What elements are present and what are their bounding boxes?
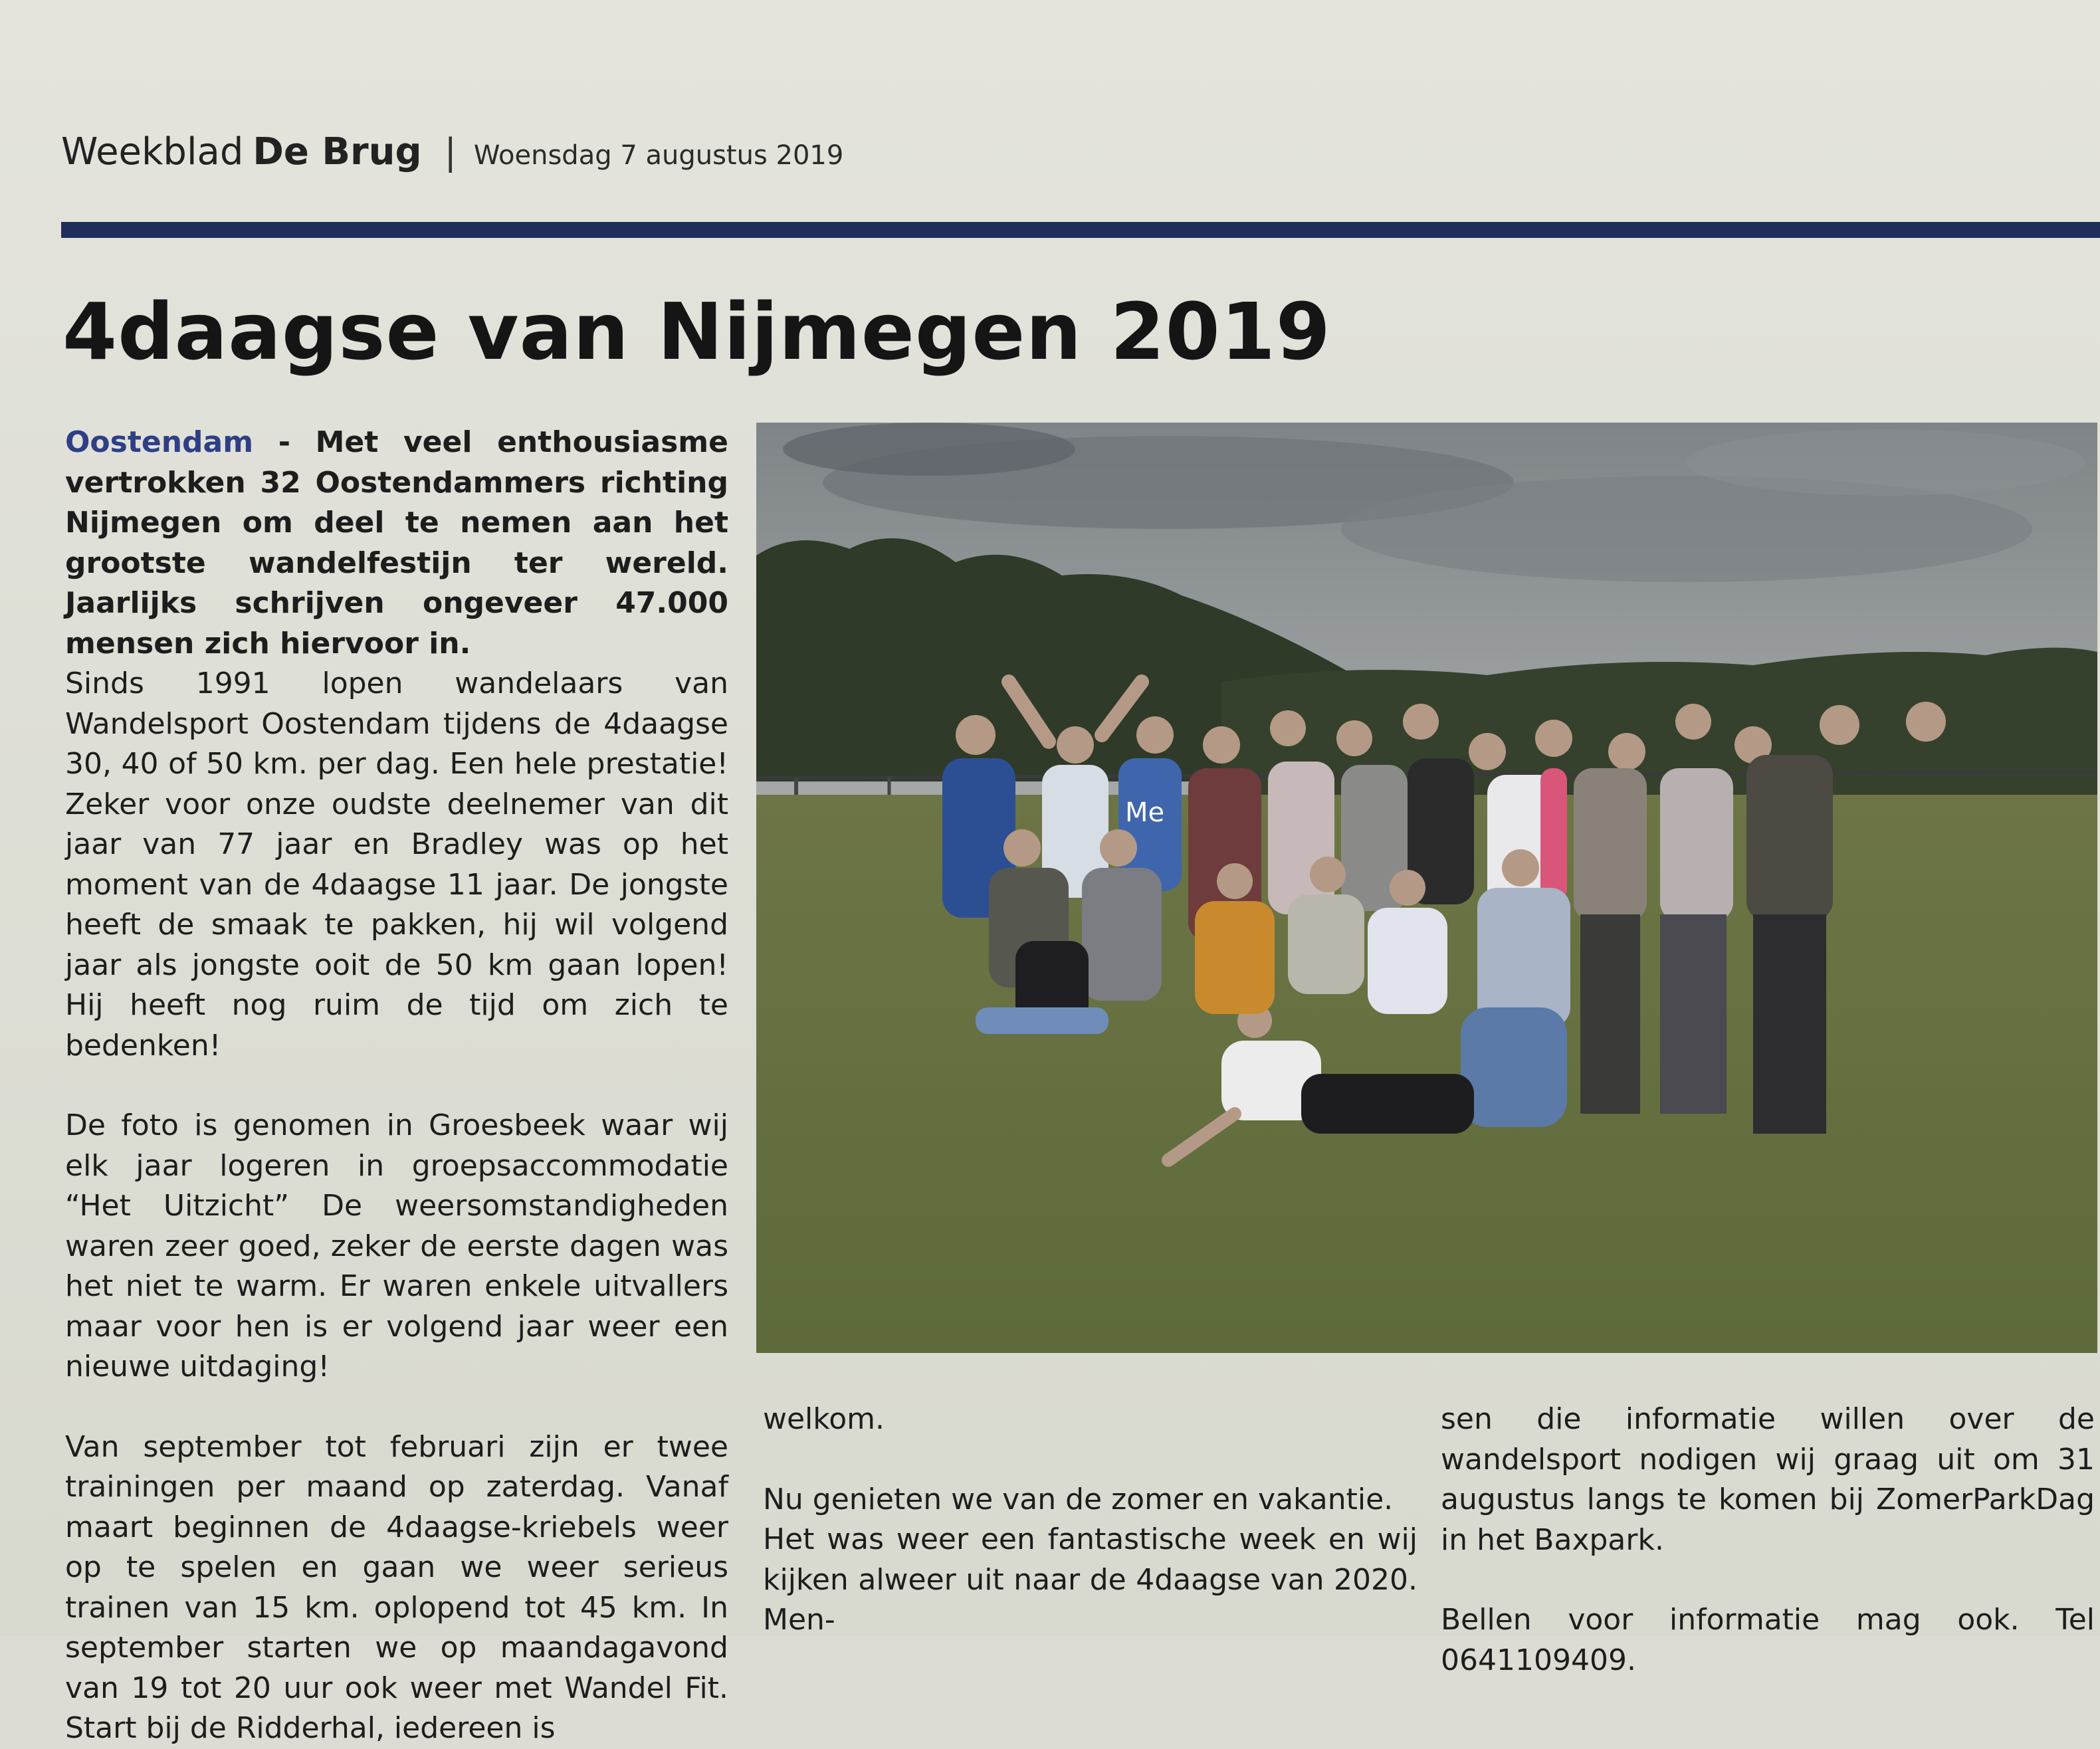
paragraph-2: De foto is genomen in Groesbeek waar wij elk jaar logeren in groepsaccommodatie “Het Uitzicht” De weersomstandigheden waren zeer goed, zeker de eerste dagen was het niet te warm. Er waren enkele uitvallers maar voor hen is er volgend jaar weer een nieuwe uitdaging! (65, 1108, 728, 1384)
paragraph-1: Sinds 1991 lopen wandelaars van Wandelsport Oostendam tijdens de 4daagse 30, 40 of 50 km. per dag. Een hele prestatie! Zeker voor onze oudste deelnemer van dit jaar van 77 jaar en Bradley was op het moment van de 4daagse 11 jaar. De jongste heeft de smaak te pakken, hij wil volgend jaar als jongste ooit de 50 km gaan lopen! Hij heeft nog ruim de tijd om zich te bedenken! (65, 667, 728, 1063)
paragraph-6: Bellen voor informatie mag ook. Tel 0641109409. (1441, 1603, 2095, 1677)
publication-name: Weekblad De Brug (61, 130, 422, 173)
paragraph-5: Het was weer een fantastische week en wij kijken alweer uit naar de 4daagse van 2020. Men- (763, 1522, 1418, 1637)
intro-text: - Met veel enthousiasme vertrokken 32 Oostendammers richting Nijmegen om deel te nemen aan het grootste wandelfestijn ter wereld. Jaarlijks schrijven ongeveer 47.000 mensen zich hiervoor in. (65, 425, 728, 661)
article-headline: 4daagse van Nijmegen 2019 (62, 286, 1331, 377)
article-column-3 (1441, 1399, 2095, 1681)
shirt-lettering: Me (1125, 797, 1165, 828)
paragraph-3-continued: welkom. (763, 1402, 885, 1436)
group-photo-illustration (756, 423, 2097, 1353)
header-rule (61, 222, 2100, 238)
article-intro (65, 423, 728, 664)
paragraph-4: Nu genieten we van de zomer en vakantie. (763, 1482, 1394, 1516)
issue-date: Woensdag 7 augustus 2019 (473, 140, 844, 171)
masthead-separator: | (444, 131, 457, 173)
paragraph-5-continued: sen die informatie willen over de wandelsport nodigen wij graag uit om 31 augustus langs te komen bij ZomerParkDag in het Baxpark. (1441, 1402, 2095, 1557)
dateline: Oostendam (65, 425, 254, 459)
paragraph-3: Van september tot februari zijn er twee trainingen per maand op zaterdag. Vanaf maart beginnen de 4daagse-kriebels weer op te spelen en gaan we weer serieus trainen van 15 km. oplopend tot 45 km. In september starten we op maandagavond van 19 tot 20 uur ook weer met Wandel Fit. Start bij de Ridderhal, iedereen is (65, 1429, 728, 1745)
publication-name-bold: De Brug (253, 130, 422, 173)
masthead (61, 130, 843, 183)
group-photo (756, 423, 2097, 1353)
article-column-2 (763, 1399, 1418, 1637)
article-column-1 (65, 423, 728, 1749)
